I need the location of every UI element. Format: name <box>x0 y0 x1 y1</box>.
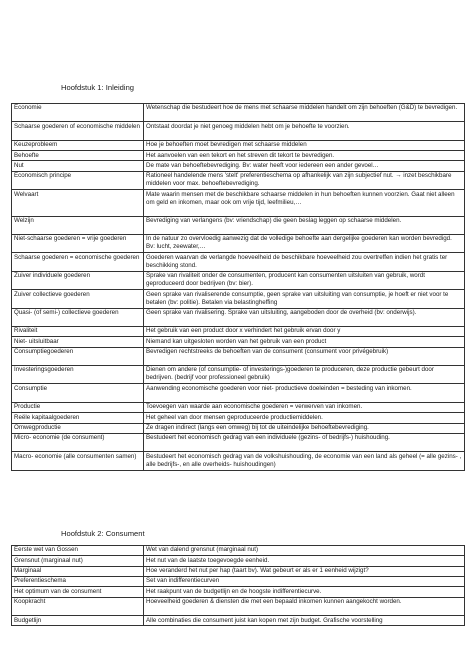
definition-cell: Bestudeert het economisch gedrag van de volkshuishouding, de economie van een land als geheel (= alle gezins- , alle bedrijfs-, en alle overheids- huishoudingen) <box>144 452 465 470</box>
term-cell: Reële kapitaalgoederen <box>12 413 144 423</box>
table-row <box>12 253 465 271</box>
term-cell: Niet-schaarse goederen = vrije goederen <box>12 235 144 253</box>
definition-cell: De mate van behoeftebevrediging. Bv: water heeft voor iedereen een ander gevoel… <box>144 161 465 171</box>
definition-cell: Ontstaat doordat je niet genoeg middelen hebt om je behoefte te voorzien. <box>144 122 465 140</box>
term-cell: Keuzeprobleem <box>12 140 144 150</box>
table-row <box>12 104 465 122</box>
definition-cell: Hoeveelheid goederen & diensten die met een bepaald inkomen kunnen aangekocht worden. <box>144 597 465 615</box>
term-cell: Quasi- (of semi-) collectieve goederen <box>12 308 144 326</box>
definition-cell: Wetenschap die bestudeert hoe de mens met schaarse middelen handelt om zijn behoeften (G&D) te bevredigen. <box>144 104 465 122</box>
table-row <box>12 616 465 626</box>
table-row <box>12 587 465 597</box>
definition-cell: Rationeel handelende mens 'stelt' preferentieschema op afhankelijk van zijn subjectief nut. → inzet beschikbare middelen voor max. behoeftebevrediging. <box>144 171 465 189</box>
table-row <box>12 190 465 216</box>
term-cell: Marginaal <box>12 566 144 576</box>
table-row <box>12 337 465 347</box>
definition-cell: Het aanvoelen van een tekort en het streven dit tekort te bevredigen. <box>144 151 465 161</box>
term-cell: Economisch principe <box>12 171 144 189</box>
table-row <box>12 433 465 451</box>
term-cell: Zuiver collectieve goederen <box>12 290 144 308</box>
term-cell: Consumptie <box>12 384 144 402</box>
chapter2-table <box>11 545 465 626</box>
term-cell: Behoefte <box>12 151 144 161</box>
table-row <box>12 546 465 556</box>
table-row <box>12 577 465 587</box>
term-cell: Schaarse goederen of economische middelen <box>12 122 144 140</box>
definition-cell: Set van indifferentiecurven <box>144 577 465 587</box>
table-row <box>12 423 465 433</box>
term-cell: Macro- economie (alle consumenten samen) <box>12 452 144 470</box>
table-row <box>12 140 465 150</box>
definition-cell: Bevrediging van verlangens (bv: vriendschap) die geen beslag leggen op schaarse middelen. <box>144 216 465 234</box>
table-row <box>12 271 465 289</box>
definition-cell: Niemand kan uitgesloten worden van het gebruik van een product <box>144 337 465 347</box>
definition-cell: Wet van dalend grensnut (marginaal nut) <box>144 546 465 556</box>
table-row <box>12 556 465 566</box>
table-row <box>12 452 465 470</box>
table-row <box>12 597 465 615</box>
table-row <box>12 122 465 140</box>
definition-cell: Ze dragen indirect (langs een omweg) bij tot de uiteindelijke behoeftebevrediging. <box>144 423 465 433</box>
term-cell: Koopkracht <box>12 597 144 615</box>
term-cell: Zuiver individuele goederen <box>12 271 144 289</box>
table-row <box>12 413 465 423</box>
definition-cell: Goederen waarvan de verlangde hoeveelheid de beschikbare hoeveelheid zou overtreffen indien het gratis ter beschikking stond. <box>144 253 465 271</box>
term-cell: Het optimum van de consument <box>12 587 144 597</box>
definition-cell: Bevredigen rechtstreeks de behoeften van de consument (consument voor privégebruik) <box>144 347 465 365</box>
table-row <box>12 151 465 161</box>
chapter1-table <box>11 103 465 471</box>
definition-cell: Aanwending economische goederen voor niet- productieve doeleinden = besteding van inkomen. <box>144 384 465 402</box>
definition-cell: Het geheel van door mensen geproduceerde productiemiddelen. <box>144 413 465 423</box>
definition-cell: In de natuur zo overvloedig aanwezig dat de volledige behoefte aan dergelijke goederen kan worden bevredigd. Bv: lucht, zeewater,… <box>144 235 465 253</box>
term-cell: Preferentieschema <box>12 577 144 587</box>
table-row <box>12 326 465 336</box>
table-row <box>12 308 465 326</box>
chapter2-heading: Hoofdstuk 2: Consument <box>61 529 145 538</box>
table-row <box>12 216 465 234</box>
definition-cell: Geen sprake van rivaliserende consumptie, geen sprake van uitsluiting van consumptie, je hoeft er niet voor te betalen (bv: politie). Betalen via belastingheffing <box>144 290 465 308</box>
term-cell: Niet- uitsluitbaar <box>12 337 144 347</box>
term-cell: Schaarse goederen = economische goederen <box>12 253 144 271</box>
table-row <box>12 402 465 412</box>
term-cell: Micro- economie (de consument) <box>12 433 144 451</box>
table-row <box>12 347 465 365</box>
term-cell: Investeringsgoederen <box>12 366 144 384</box>
chapter1-heading: Hoofdstuk 1: Inleiding <box>61 83 135 92</box>
table-row <box>12 384 465 402</box>
definition-cell: Sprake van rivaliteit onder de consumenten, producent kan consumenten uitsluiten van gebruik, wordt geproduceerd door bedrijven (bv: bier). <box>144 271 465 289</box>
table-row <box>12 161 465 171</box>
definition-cell: Het nut van de laatste toegevoegde eenheid. <box>144 556 465 566</box>
term-cell: Consumptiegoederen <box>12 347 144 365</box>
term-cell: Rivaliteit <box>12 326 144 336</box>
table-row <box>12 290 465 308</box>
definition-cell: Hoe je behoeften moet bevredigen met schaarse middelen <box>144 140 465 150</box>
term-cell: Welvaart <box>12 190 144 216</box>
table-row <box>12 171 465 189</box>
definition-cell: Geen sprake van rivalisering. Sprake van uitsluiting, aangeboden door de overheid (bv: onderwijs). <box>144 308 465 326</box>
term-cell: Welzijn <box>12 216 144 234</box>
definition-cell: Alle combinaties die consument juist kan kopen met zijn budget. Grafische voorstelling <box>144 616 465 626</box>
term-cell: Productie <box>12 402 144 412</box>
term-cell: Grensnut (marginaal nut) <box>12 556 144 566</box>
term-cell: Omwegproductie <box>12 423 144 433</box>
definition-cell: Het gebruik van een product door x verhindert het gebruik ervan door y <box>144 326 465 336</box>
definition-cell: Hoe veranderd het nut per hap (taart bv). Wat gebeurt er als er 1 eenheid wijzigt? <box>144 566 465 576</box>
definition-cell: Mate waarin mensen met de beschikbare schaarse middelen in hun behoeften kunnen voorzien. Gaat niet alleen om geld en inkomen, maar ook om vrije tijd, leefmilieu,… <box>144 190 465 216</box>
term-cell: Eerste wet van Gossen <box>12 546 144 556</box>
definition-cell: Bestudeert het economisch gedrag van een individuele (gezins- of bedrijfs-) huishouding. <box>144 433 465 451</box>
table-row <box>12 566 465 576</box>
definition-cell: Het raakpunt van de budgetlijn en de hoogste indifferentiecurve. <box>144 587 465 597</box>
definition-cell: Dienen om andere (of consumptie- of investerings-)goederen te produceren, deze productie gebeurt door bedrijven. (bedrijf voor professioneel gebruik) <box>144 366 465 384</box>
table-row <box>12 235 465 253</box>
term-cell: Budgetlijn <box>12 616 144 626</box>
definition-cell: Toevoegen van waarde aan economische goederen = verwerven van inkomen. <box>144 402 465 412</box>
table-row <box>12 366 465 384</box>
term-cell: Nut <box>12 161 144 171</box>
term-cell: Economie <box>12 104 144 122</box>
